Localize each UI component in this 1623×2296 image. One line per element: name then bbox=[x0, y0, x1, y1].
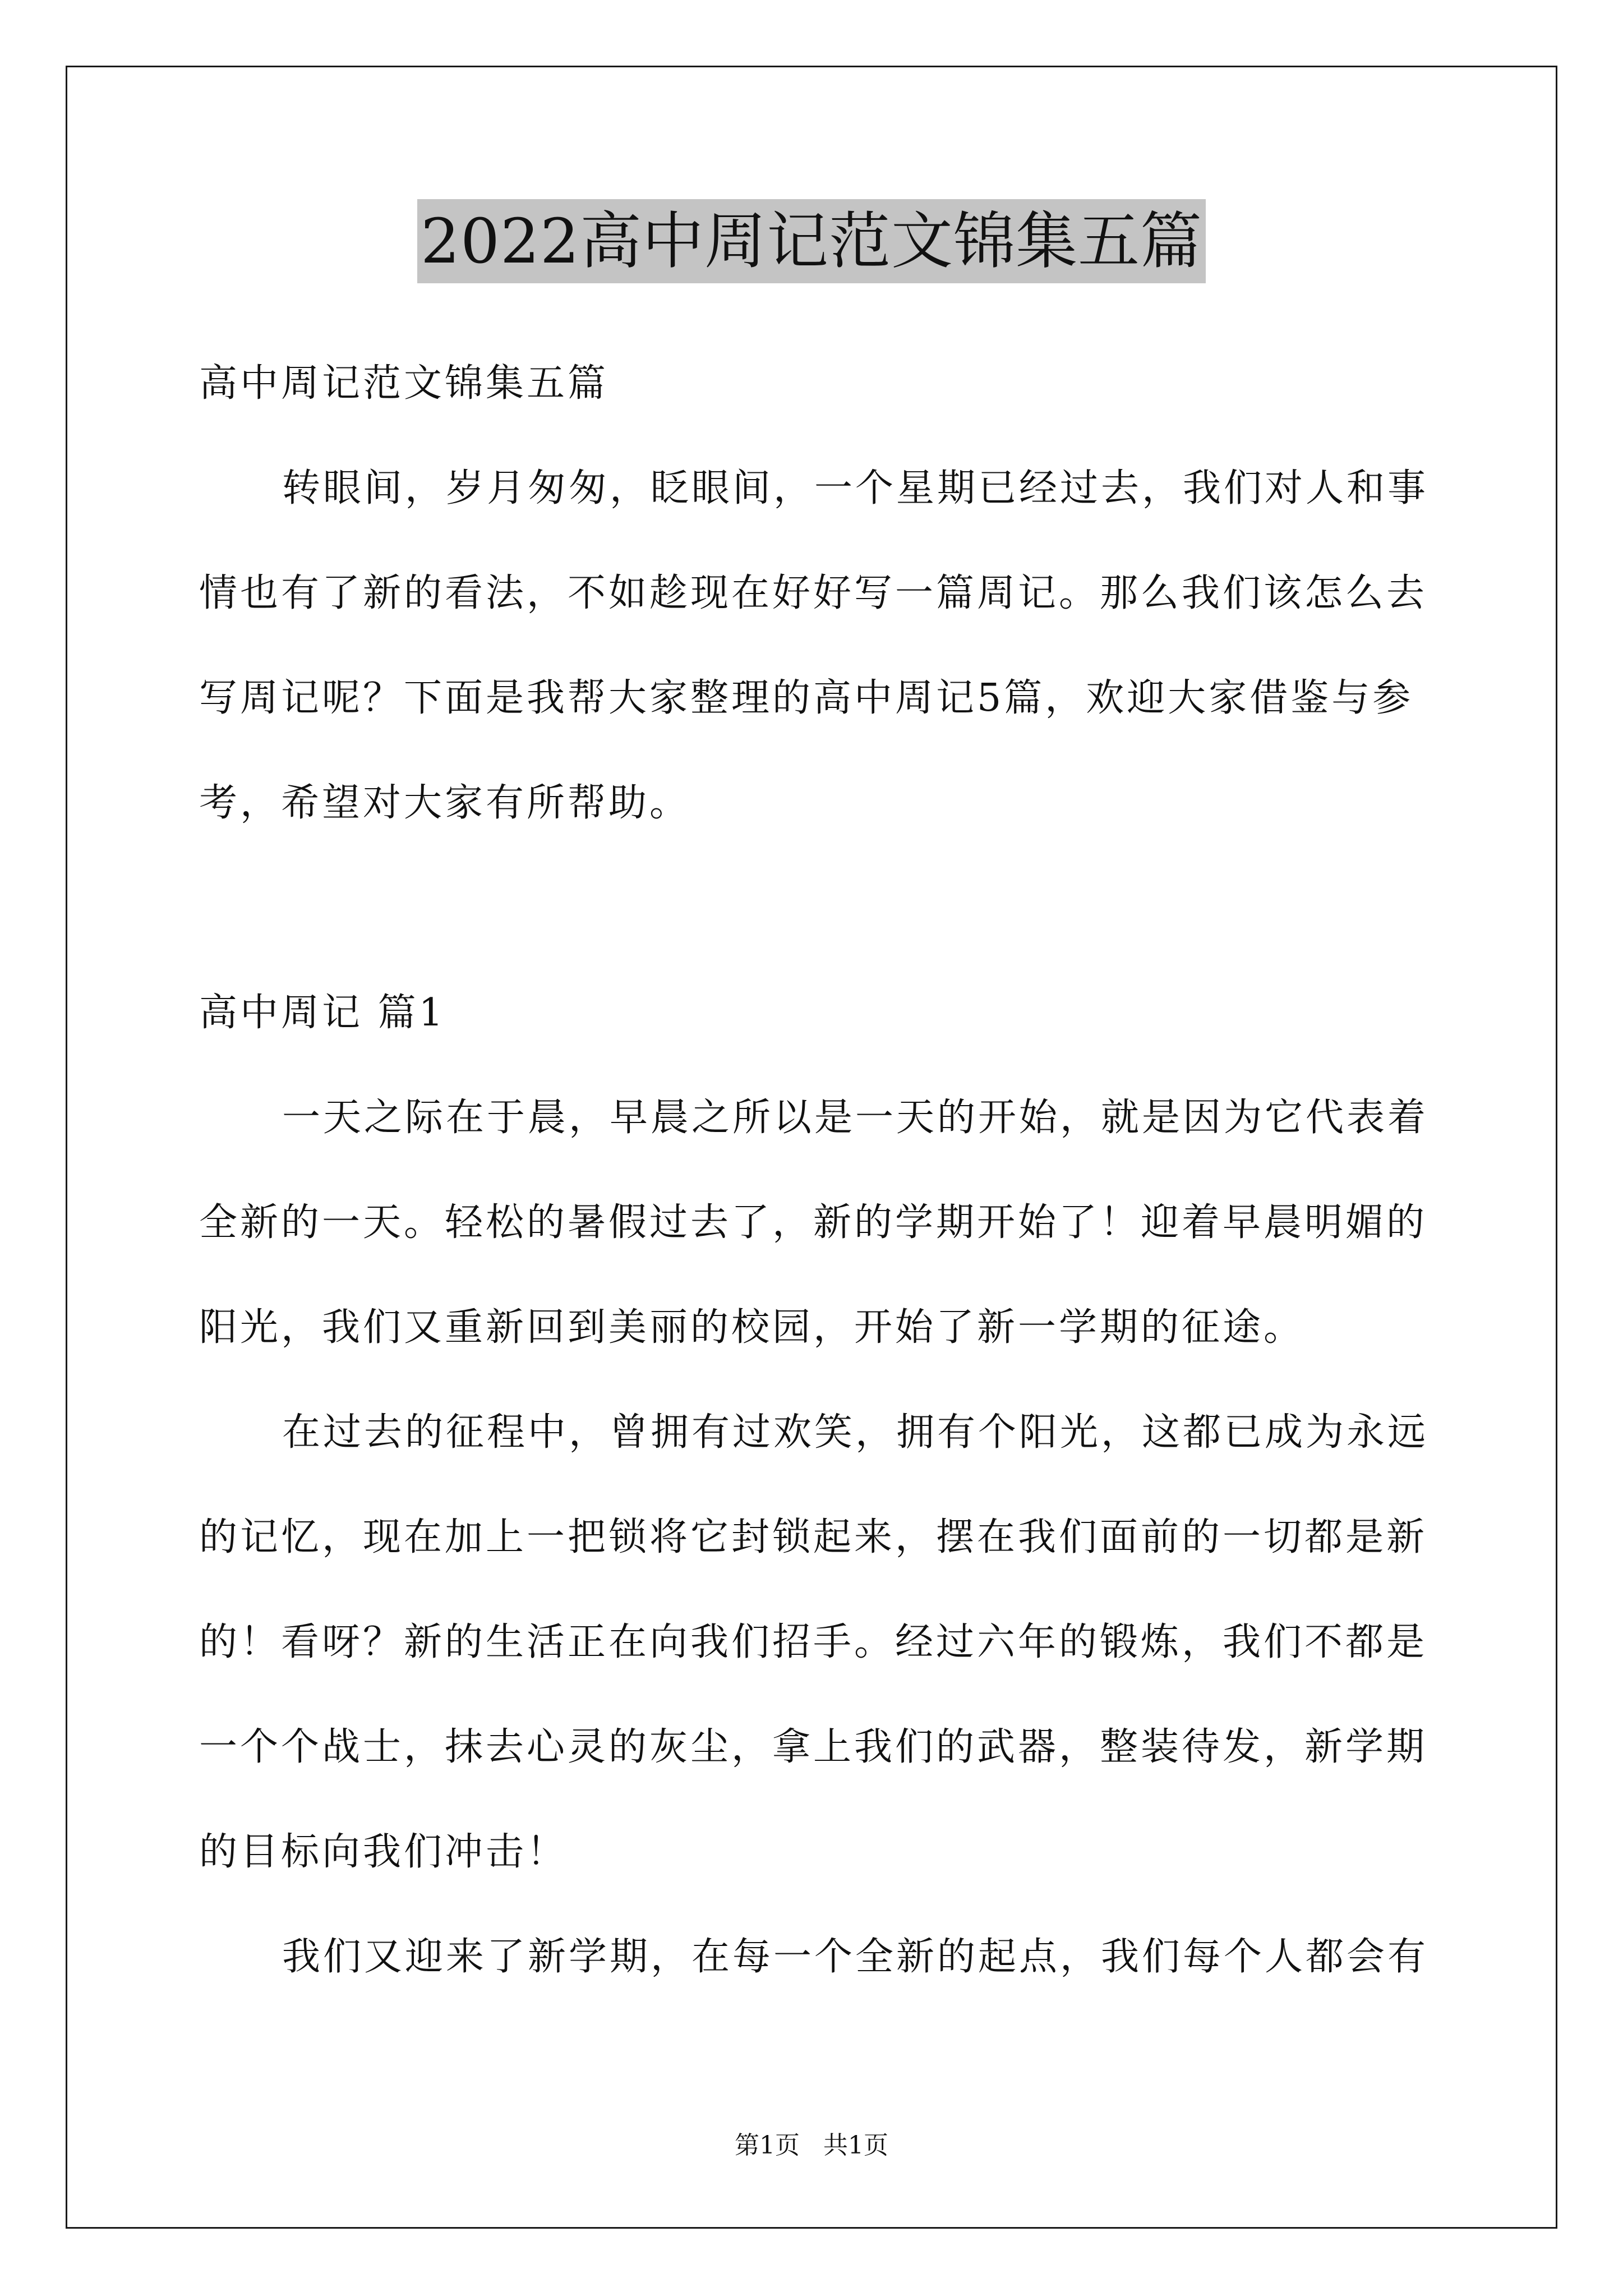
text-line: 情也有了新的看法，不如趁现在好好写一篇周记。那么我们该怎么去 bbox=[199, 571, 1428, 615]
document-body bbox=[199, 331, 1433, 2009]
text-line: 的记忆，现在加上一把锁将它封锁起来，摆在我们面前的一切都是新 bbox=[199, 1515, 1428, 1559]
text-line: 一个个战士，抹去心灵的灰尘，拿上我们的武器，整装待发，新学期 bbox=[199, 1725, 1428, 1769]
document-title: 2022高中周记范文锦集五篇 bbox=[417, 199, 1206, 283]
blank-line bbox=[199, 855, 1433, 960]
text-line: 写周记呢？下面是我帮大家整理的高中周记5篇，欢迎大家借鉴与参 bbox=[199, 676, 1414, 720]
text-line: 在过去的征程中，曾拥有过欢笑，拥有个阳光，这都已成为永远 bbox=[282, 1410, 1429, 1455]
text-line: 高中周记 篇1 bbox=[199, 991, 446, 1035]
text-line: 全新的一天。轻松的暑假过去了，新的学期开始了！迎着早晨明媚的 bbox=[199, 1200, 1428, 1245]
page-number: 第1页 bbox=[735, 2131, 800, 2160]
text-line: 高中周记范文锦集五篇 bbox=[199, 361, 609, 406]
text-line: 阳光，我们又重新回到美丽的校园，开始了新一学期的征途。 bbox=[199, 1305, 1305, 1350]
page-total: 共1页 bbox=[823, 2131, 888, 2160]
text-line: 的目标向我们冲击！ bbox=[199, 1830, 568, 1874]
text-line: 的！看呀？新的生活正在向我们招手。经过六年的锻炼，我们不都是 bbox=[199, 1620, 1428, 1664]
text-line: 我们又迎来了新学期，在每一个全新的起点，我们每个人都会有 bbox=[282, 1935, 1429, 1979]
title-area bbox=[0, 199, 1623, 283]
text-line: 转眼间，岁月匆匆，眨眼间，一个星期已经过去，我们对人和事 bbox=[282, 466, 1429, 510]
page-footer bbox=[0, 2129, 1623, 2162]
text-line: 考，希望对大家有所帮助。 bbox=[199, 781, 691, 825]
text-line: 一天之际在于晨，早晨之所以是一天的开始，就是因为它代表着 bbox=[282, 1096, 1429, 1140]
